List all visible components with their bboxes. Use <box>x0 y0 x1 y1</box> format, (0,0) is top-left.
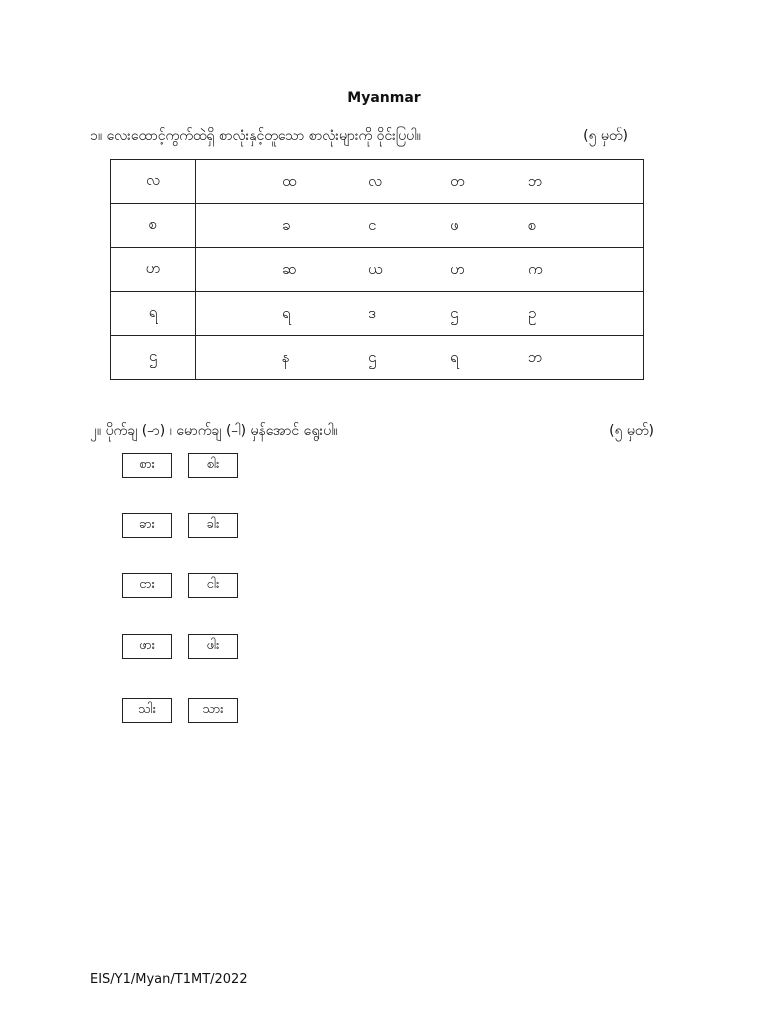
option-letter[interactable]: ဆ <box>282 260 297 278</box>
key-letter: ဌ <box>111 336 196 380</box>
options-cell <box>196 160 644 204</box>
table-row <box>111 336 644 380</box>
question-1-heading <box>90 126 628 147</box>
table-row <box>111 292 644 336</box>
answer-box[interactable]: စါး <box>188 453 238 478</box>
key-letter: ရ <box>111 292 196 336</box>
page-title: Myanmar <box>347 90 421 106</box>
options-cell <box>196 292 644 336</box>
question-1-marks: (၅ မှတ်) <box>583 128 628 144</box>
table-row <box>111 204 644 248</box>
key-letter: ဟ <box>111 248 196 292</box>
option-letter[interactable]: က <box>528 260 543 278</box>
option-letter[interactable]: လ <box>368 172 383 190</box>
option-letter[interactable]: ဘ <box>528 172 543 190</box>
answer-box[interactable]: ဖား <box>122 634 172 659</box>
option-letter[interactable]: စ <box>528 216 537 234</box>
option-letter[interactable]: ဘ <box>528 348 543 366</box>
answer-box[interactable]: ဖါး <box>188 634 238 659</box>
answer-pair <box>122 698 238 723</box>
option-letter[interactable]: ယ <box>368 260 383 278</box>
answer-box[interactable]: ငား <box>122 573 172 598</box>
option-letter[interactable]: ရ <box>450 348 459 366</box>
table-row <box>111 160 644 204</box>
answer-pair <box>122 573 238 598</box>
option-letter[interactable]: ခ <box>282 216 291 234</box>
answer-pair <box>122 634 238 659</box>
option-letter[interactable]: ရ <box>282 304 291 322</box>
answer-box[interactable]: ခား <box>122 513 172 538</box>
option-letter[interactable]: ဌ <box>450 304 459 322</box>
answer-box[interactable]: သား <box>188 698 238 723</box>
option-letter[interactable]: ဖ <box>450 216 459 234</box>
option-letter[interactable]: န <box>282 348 290 366</box>
answer-box[interactable]: စား <box>122 453 172 478</box>
question-2-text: ၂။ ပိုက်ချ (-ာ) ၊ မောက်ချ (-ါ) မှန်အောင် ရွေးပါ။ <box>90 423 338 439</box>
option-letter[interactable]: ဥ <box>528 304 537 322</box>
option-letter[interactable]: တ <box>450 172 465 190</box>
answer-pair <box>122 513 238 538</box>
key-letter: စ <box>111 204 196 248</box>
answer-box[interactable]: ခါး <box>188 513 238 538</box>
document-code: EIS/Y1/Myan/T1MT/2022 <box>90 972 248 987</box>
matching-table <box>110 159 644 380</box>
options-cell <box>196 336 644 380</box>
option-letter[interactable]: ဟ <box>450 260 465 278</box>
table-row <box>111 248 644 292</box>
question-2-heading <box>90 421 654 442</box>
option-letter[interactable]: ဒ <box>368 304 376 322</box>
answer-pair <box>122 453 238 478</box>
options-cell <box>196 204 644 248</box>
options-cell <box>196 248 644 292</box>
question-2-marks: (၅ မှတ်) <box>609 423 654 439</box>
question-1-text: ၁။ လေးထောင့်ကွက်ထဲရှိ စာလုံးနှင့်တူသော စာလုံးများကို ဝိုင်းပြပါ။ <box>90 128 421 144</box>
option-letter[interactable]: ဌ <box>368 348 377 366</box>
option-letter[interactable]: င <box>368 216 377 234</box>
answer-box[interactable]: ငါး <box>188 573 238 598</box>
answer-box[interactable]: သါး <box>122 698 172 723</box>
key-letter: လ <box>111 160 196 204</box>
option-letter[interactable]: ထ <box>282 172 297 190</box>
